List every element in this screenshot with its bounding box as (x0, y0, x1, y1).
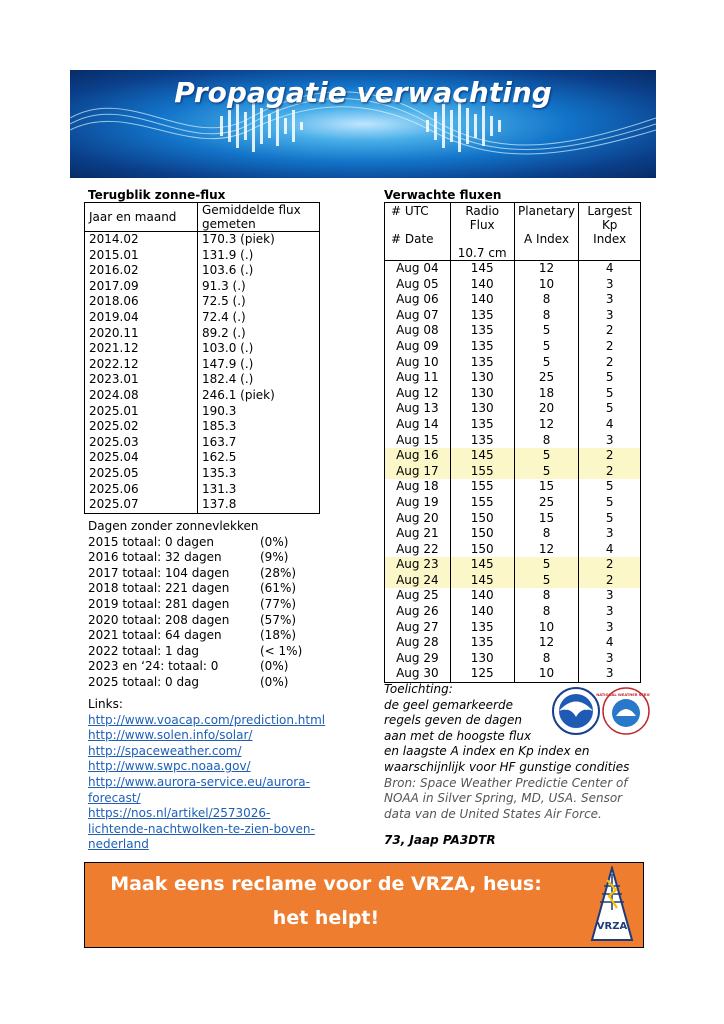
promo-line-1: Maak eens reclame voor de VRZA, heus: (110, 873, 542, 895)
table-row (385, 526, 641, 542)
spotless-percent: (28%) (260, 565, 297, 580)
spotless-year: 2016 totaal: 32 dagen (88, 550, 222, 565)
table-cell: 2025.05 (85, 466, 198, 482)
table-cell: 135 (450, 323, 514, 339)
table-cell: 125 (450, 666, 514, 682)
spotless-days-title: Dagen zonder zonnevlekken (88, 519, 259, 533)
spotless-year: 2015 totaal: 0 dagen (88, 534, 215, 549)
table-cell: 3 (579, 666, 641, 682)
table-cell: Aug 25 (385, 588, 451, 604)
table-row-highlighted (385, 448, 641, 464)
table-row (385, 666, 641, 682)
table-cell: 145 (450, 557, 514, 573)
table-row (385, 292, 641, 308)
table-cell: Aug 26 (385, 604, 451, 620)
table-row (85, 419, 320, 435)
table-cell: 137.8 (198, 497, 320, 513)
table-cell: 3 (579, 433, 641, 449)
table-cell: 8 (514, 651, 579, 667)
table-cell: Aug 21 (385, 526, 451, 542)
table-cell: 5 (514, 355, 579, 371)
table-cell: 150 (450, 526, 514, 542)
column-header-kp-index (579, 203, 641, 261)
table-cell: 8 (514, 526, 579, 542)
table-cell: 8 (514, 292, 579, 308)
table-cell: 5 (579, 386, 641, 402)
list-item (88, 644, 302, 660)
table-row (85, 404, 320, 420)
table-row (85, 497, 320, 513)
table-cell: Aug 17 (385, 464, 451, 480)
explanation-line: de geel gemarkeerde (384, 697, 513, 712)
table-cell: 2025.02 (85, 419, 198, 435)
header-line (387, 218, 448, 232)
table-cell: 2014.02 (85, 232, 198, 248)
spotless-percent: (77%) (260, 596, 297, 611)
table-cell: 162.5 (198, 450, 320, 466)
list-item (88, 597, 302, 613)
link[interactable]: http://www.aurora-service.eu/aurora- (88, 774, 310, 789)
table-row (385, 604, 641, 620)
header-line: Radio Flux (465, 204, 500, 232)
header-line (517, 218, 577, 232)
spotless-percent: (57%) (260, 612, 297, 627)
table-cell: 170.3 (piek) (198, 232, 320, 248)
links-section (88, 697, 325, 853)
table-cell: 5 (514, 339, 579, 355)
table-cell: 2020.11 (85, 326, 198, 342)
table-cell: Aug 24 (385, 573, 451, 589)
table-cell: Aug 05 (385, 277, 451, 293)
table-cell: 135 (450, 620, 514, 636)
list-item (88, 613, 302, 629)
flux-history-title: Terugblik zonne-flux (88, 188, 226, 202)
table-row (385, 370, 641, 386)
table-row (385, 401, 641, 417)
table-cell: 2025.04 (85, 450, 198, 466)
table-cell: 72.4 (.) (198, 310, 320, 326)
table-cell: 5 (514, 464, 579, 480)
table-row (385, 386, 641, 402)
table-cell: Aug 11 (385, 370, 451, 386)
table-cell: 130 (450, 651, 514, 667)
table-cell: Aug 04 (385, 261, 451, 277)
link[interactable]: http://www.voacap.com/prediction.html (88, 712, 326, 727)
table-row (85, 435, 320, 451)
explanation-line: regels geven de dagen (384, 713, 523, 728)
table-row (85, 326, 320, 342)
table-cell: Aug 23 (385, 557, 451, 573)
explanation-line: waarschijnlijk voor HF gunstige condities (384, 759, 630, 774)
table-cell: Aug 30 (385, 666, 451, 682)
source-line: NOAA in Silver Spring, MD, USA. Sensor (384, 791, 623, 806)
table-cell: 2015.01 (85, 248, 198, 264)
noaa-logo-text: NOAA (564, 704, 588, 712)
links-title: Links: (88, 697, 123, 711)
table-row (385, 651, 641, 667)
table-header-row (85, 203, 320, 232)
header-line: Largest (587, 204, 633, 218)
table-cell: 2 (579, 355, 641, 371)
header-line: 10.7 cm (457, 246, 507, 260)
list-item (88, 581, 302, 597)
table-cell: 2021.12 (85, 341, 198, 357)
list-item (88, 659, 302, 675)
table-cell: 140 (450, 292, 514, 308)
table-cell: 10 (514, 666, 579, 682)
table-cell: Aug 19 (385, 495, 451, 511)
table-cell: 246.1 (piek) (198, 388, 320, 404)
table-cell: 150 (450, 511, 514, 527)
table-cell: Aug 15 (385, 433, 451, 449)
list-item (88, 535, 302, 551)
table-cell: 5 (579, 401, 641, 417)
table-cell: 140 (450, 604, 514, 620)
table-cell: Aug 08 (385, 323, 451, 339)
table-cell: 3 (579, 526, 641, 542)
header-line: Kp (601, 218, 618, 232)
table-cell: 135 (450, 635, 514, 651)
spotless-year: 2018 totaal: 221 dagen (88, 581, 230, 596)
promo-banner (84, 862, 644, 948)
table-cell: 8 (514, 308, 579, 324)
table-cell: 130 (450, 386, 514, 402)
table-row (385, 635, 641, 651)
header-banner (70, 70, 656, 178)
explanation-line: Toelichting: (384, 682, 453, 696)
table-row (85, 388, 320, 404)
page-title: Propagatie verwachting (174, 76, 552, 109)
signature: 73, Jaap PA3DTR (384, 833, 496, 847)
table-cell: 5 (579, 370, 641, 386)
column-header: Gemiddelde flux gemeten (198, 203, 320, 232)
table-cell: 5 (514, 573, 579, 589)
flux-history-table (84, 202, 320, 514)
table-cell: 3 (579, 292, 641, 308)
table-cell: 4 (579, 261, 641, 277)
table-row (85, 248, 320, 264)
link[interactable]: http://www.solen.info/solar/ (88, 728, 253, 743)
table-cell: Aug 06 (385, 292, 451, 308)
list-item (88, 675, 302, 691)
table-cell: Aug 18 (385, 479, 451, 495)
table-cell: 140 (450, 588, 514, 604)
list-item (88, 550, 302, 566)
table-cell: Aug 29 (385, 651, 451, 667)
column-header-date (385, 203, 451, 261)
table-cell: 2025.01 (85, 404, 198, 420)
spotless-percent: (0%) (260, 674, 289, 689)
table-cell: 5 (579, 479, 641, 495)
table-cell: 20 (514, 401, 579, 417)
table-cell: 2023.01 (85, 372, 198, 388)
table-cell: 8 (514, 433, 579, 449)
table-cell: 135.3 (198, 466, 320, 482)
table-cell: Aug 10 (385, 355, 451, 371)
table-cell: 3 (579, 651, 641, 667)
table-cell: 89.2 (.) (198, 326, 320, 342)
table-cell: 155 (450, 479, 514, 495)
spotless-year: 2025 totaal: 0 dag (88, 674, 200, 689)
table-row (85, 279, 320, 295)
table-cell: Aug 07 (385, 308, 451, 324)
table-cell: 185.3 (198, 419, 320, 435)
table-cell: 10 (514, 277, 579, 293)
table-row (385, 417, 641, 433)
spotless-percent: (< 1%) (260, 643, 303, 658)
table-cell: 145 (450, 448, 514, 464)
table-cell: 4 (579, 417, 641, 433)
column-header-radio-flux (450, 203, 514, 261)
spotless-year: 2021 totaal: 64 dagen (88, 628, 222, 643)
table-cell: 5 (579, 511, 641, 527)
table-row (85, 482, 320, 498)
spotless-year: 2020 totaal: 208 dagen (88, 612, 230, 627)
table-row-highlighted (385, 557, 641, 573)
table-cell: 2025.03 (85, 435, 198, 451)
column-header-a-index (514, 203, 579, 261)
table-row (385, 588, 641, 604)
table-cell: 12 (514, 261, 579, 277)
header-line (453, 232, 512, 246)
table-cell: 8 (514, 604, 579, 620)
table-cell: 145 (450, 261, 514, 277)
table-cell: 3 (579, 588, 641, 604)
spotless-percent: (18%) (260, 628, 297, 643)
table-row (85, 357, 320, 373)
table-cell: 135 (450, 433, 514, 449)
nws-logo (596, 688, 650, 734)
table-cell: 72.5 (.) (198, 294, 320, 310)
forecast-table (384, 202, 641, 683)
table-row (385, 261, 641, 277)
table-cell: 4 (579, 635, 641, 651)
link[interactable]: forecast/ (88, 790, 141, 805)
header-line: A Index (524, 232, 570, 246)
table-cell: 182.4 (.) (198, 372, 320, 388)
table-cell: 140 (450, 277, 514, 293)
table-cell: 8 (514, 588, 579, 604)
spotless-percent: (0%) (260, 659, 289, 674)
table-row (85, 341, 320, 357)
table-row (385, 479, 641, 495)
table-cell: 103.0 (.) (198, 341, 320, 357)
spotless-year: 2022 totaal: 1 dag (88, 643, 200, 658)
table-cell: 135 (450, 417, 514, 433)
table-row-highlighted (385, 573, 641, 589)
spotless-year: 2023 en ‘24: totaal: 0 (88, 659, 219, 674)
explanation-line: en laagste A index en Kp index en (384, 744, 590, 759)
table-row (385, 495, 641, 511)
table-cell: 135 (450, 339, 514, 355)
promo-line-2: het helpt! (272, 907, 380, 929)
table-cell: 163.7 (198, 435, 320, 451)
table-row (85, 450, 320, 466)
table-cell: 150 (450, 542, 514, 558)
link[interactable]: http://spaceweather.com/ (88, 743, 242, 758)
nws-logo-text: NATIONAL WEATHER SERVICE (596, 693, 650, 697)
table-cell: 2025.06 (85, 482, 198, 498)
table-cell: 3 (579, 604, 641, 620)
link[interactable]: lichtende-nachtwolken-te-zien-boven- (88, 821, 315, 836)
agency-logos (552, 686, 650, 736)
table-cell: 10 (514, 620, 579, 636)
table-cell: 3 (579, 620, 641, 636)
table-cell: 25 (514, 370, 579, 386)
table-cell: 15 (514, 479, 579, 495)
table-cell: 2025.07 (85, 497, 198, 513)
table-row (85, 263, 320, 279)
table-row-highlighted (385, 464, 641, 480)
table-cell: 2 (579, 323, 641, 339)
forecast-title: Verwachte fluxen (384, 188, 502, 202)
table-cell: 25 (514, 495, 579, 511)
table-cell: 2 (579, 573, 641, 589)
table-cell: Aug 14 (385, 417, 451, 433)
table-cell: 135 (450, 308, 514, 324)
spotless-year: 2017 totaal: 104 dagen (88, 565, 230, 580)
table-cell: 2 (579, 464, 641, 480)
table-cell: Aug 22 (385, 542, 451, 558)
table-row (85, 466, 320, 482)
table-cell: Aug 28 (385, 635, 451, 651)
table-row (385, 511, 641, 527)
table-cell: 5 (514, 323, 579, 339)
table-cell: 130 (450, 370, 514, 386)
column-header: Jaar en maand (85, 203, 198, 232)
table-cell: 2019.04 (85, 310, 198, 326)
table-cell: 18 (514, 386, 579, 402)
table-cell: 91.3 (.) (198, 279, 320, 295)
table-cell: 2 (579, 557, 641, 573)
table-cell: 2 (579, 448, 641, 464)
table-row (385, 277, 641, 293)
link[interactable]: https://nos.nl/artikel/2573026- (88, 806, 271, 821)
table-cell: 3 (579, 277, 641, 293)
vrza-logo (590, 866, 634, 942)
table-row (85, 372, 320, 388)
table-row (385, 355, 641, 371)
link[interactable]: http://www.swpc.noaa.gov/ (88, 759, 251, 774)
table-cell: Aug 13 (385, 401, 451, 417)
noaa-logo (553, 688, 599, 734)
header-line: # Date (391, 232, 434, 246)
table-cell: 130 (450, 401, 514, 417)
table-cell: Aug 09 (385, 339, 451, 355)
table-cell: 5 (579, 495, 641, 511)
table-cell: 5 (514, 448, 579, 464)
table-row (385, 433, 641, 449)
spotless-percent: (61%) (260, 581, 297, 596)
table-cell: 15 (514, 511, 579, 527)
table-row (385, 542, 641, 558)
table-header-row (385, 203, 641, 261)
table-cell: 147.9 (.) (198, 357, 320, 373)
table-cell: Aug 20 (385, 511, 451, 527)
table-cell: 2017.09 (85, 279, 198, 295)
table-cell: 145 (450, 573, 514, 589)
table-cell: 131.9 (.) (198, 248, 320, 264)
header-line: Index (593, 232, 627, 246)
table-row (85, 294, 320, 310)
source-line: Bron: Space Weather Predictie Center of (384, 775, 628, 790)
spotless-percent: (9%) (260, 550, 289, 565)
table-cell: 2 (579, 339, 641, 355)
table-cell: 103.6 (.) (198, 263, 320, 279)
table-row (385, 620, 641, 636)
table-row (385, 323, 641, 339)
table-cell: 155 (450, 495, 514, 511)
table-cell: 12 (514, 635, 579, 651)
table-cell: 190.3 (198, 404, 320, 420)
table-cell: 3 (579, 308, 641, 324)
header-line: # UTC (391, 204, 429, 218)
table-row (85, 232, 320, 248)
explanation-line: aan met de hoogste flux (384, 728, 532, 743)
source-line: data van de United States Air Force. (384, 806, 602, 821)
table-cell: 2022.12 (85, 357, 198, 373)
table-row (385, 339, 641, 355)
list-item (88, 566, 302, 582)
table-cell: 4 (579, 542, 641, 558)
header-line: Planetary (518, 204, 576, 218)
table-cell: 5 (514, 557, 579, 573)
table-cell: Aug 12 (385, 386, 451, 402)
link[interactable]: nederland (88, 837, 149, 852)
table-cell: 2016.02 (85, 263, 198, 279)
table-row (385, 308, 641, 324)
table-cell: 2018.06 (85, 294, 198, 310)
table-cell: Aug 27 (385, 620, 451, 636)
table-cell: 12 (514, 417, 579, 433)
table-cell: 155 (450, 464, 514, 480)
table-row (85, 310, 320, 326)
spotless-percent: (0%) (260, 534, 289, 549)
table-cell: 12 (514, 542, 579, 558)
spotless-year: 2019 totaal: 281 dagen (88, 596, 230, 611)
table-cell: 2024.08 (85, 388, 198, 404)
list-item (88, 628, 302, 644)
vrza-logo-text: VRZA (596, 921, 628, 932)
table-cell: 131.3 (198, 482, 320, 498)
spotless-days-section (88, 519, 302, 691)
table-cell: 135 (450, 355, 514, 371)
table-cell: Aug 16 (385, 448, 451, 464)
